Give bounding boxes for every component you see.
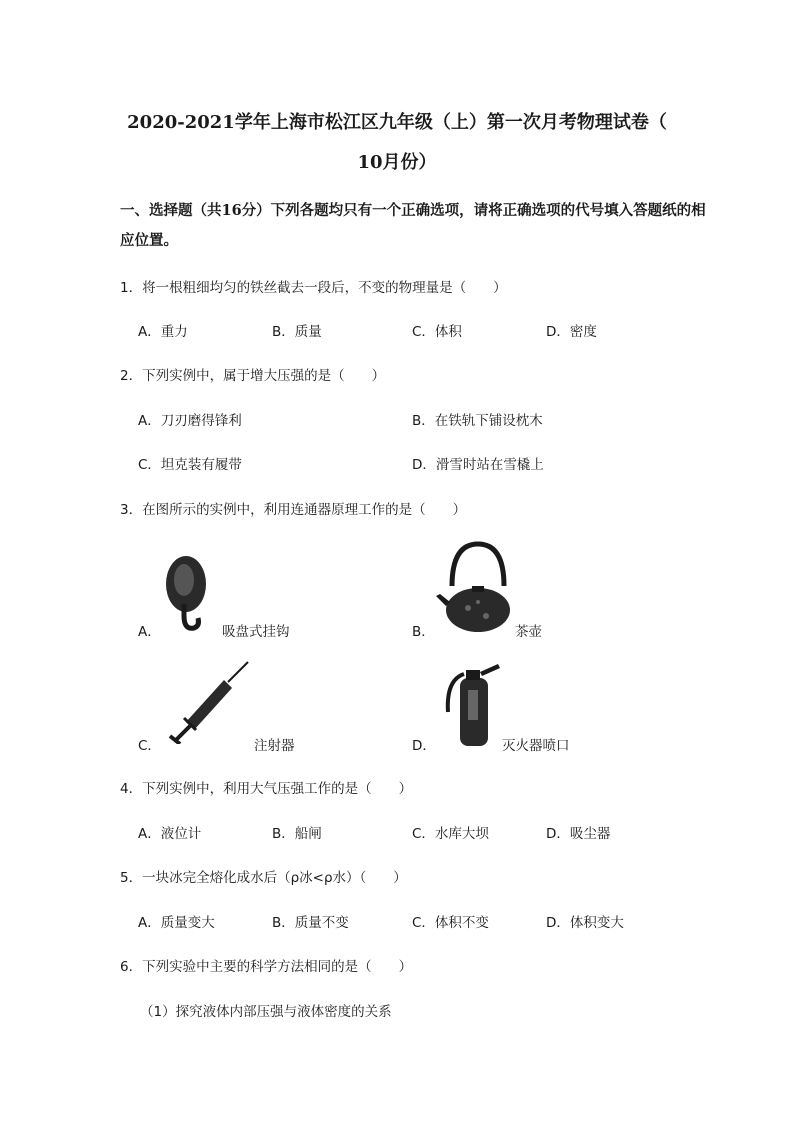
q6-item-1: （1）探究液体内部压强与液体密度的关系 bbox=[140, 1004, 392, 1020]
exam-title-line-2: 10月份） bbox=[357, 152, 437, 173]
q3-option-d-caption: 灭火器喷口 bbox=[502, 738, 570, 754]
question-6-stem: 6．下列实验中主要的科学方法相同的是（ ） bbox=[120, 959, 413, 975]
suction-hook-icon bbox=[160, 550, 212, 634]
q5-option-d: D．体积变大 bbox=[546, 915, 624, 931]
section-heading: 一、选择题（共16分）下列各题均只有一个正确选项，请将正确选项的代号填入答题纸的相应位置。 bbox=[120, 202, 706, 249]
q4-option-b: B．船闸 bbox=[272, 826, 322, 842]
q3-option-b-caption: 茶壶 bbox=[515, 624, 542, 640]
q3-option-a-letter: A． bbox=[138, 624, 161, 640]
q2-option-c: C．坦克装有履带 bbox=[138, 457, 242, 473]
q5-option-a: A．质量变大 bbox=[138, 915, 215, 931]
q5-option-b: B．质量不变 bbox=[272, 915, 349, 931]
question-3-stem: 3．在图所示的实例中，利用连通器原理工作的是（ ） bbox=[120, 502, 467, 518]
q3-option-c-letter: C． bbox=[138, 738, 161, 754]
q1-option-c: C．体积 bbox=[412, 324, 462, 340]
syringe-icon bbox=[166, 660, 252, 744]
q1-option-a: A．重力 bbox=[138, 324, 188, 340]
q2-option-b: B．在铁轨下铺设枕木 bbox=[412, 413, 543, 429]
question-2-stem: 2．下列实例中，属于增大压强的是（ ） bbox=[120, 368, 386, 384]
q3-option-d-letter: D． bbox=[412, 738, 436, 754]
teapot-icon bbox=[434, 538, 516, 636]
question-5-stem: 5．一块冰完全熔化成水后（ρ冰<ρ水）（ ） bbox=[120, 870, 407, 886]
q3-option-c-caption: 注射器 bbox=[254, 738, 295, 754]
q3-option-b-letter: B． bbox=[412, 624, 435, 640]
fire-extinguisher-icon bbox=[438, 660, 504, 748]
q2-option-a: A．刀刃磨得锋利 bbox=[138, 413, 242, 429]
q1-option-b: B．质量 bbox=[272, 324, 322, 340]
q4-option-d: D．吸尘器 bbox=[546, 826, 611, 842]
q2-option-d: D．滑雪时站在雪橇上 bbox=[412, 457, 544, 473]
q3-option-a-caption: 吸盘式挂钩 bbox=[222, 624, 290, 640]
q1-option-d: D．密度 bbox=[546, 324, 597, 340]
q4-option-c: C．水库大坝 bbox=[412, 826, 489, 842]
question-4-stem: 4．下列实例中，利用大气压强工作的是（ ） bbox=[120, 781, 413, 797]
exam-title-line-1: 2020-2021学年上海市松江区九年级（上）第一次月考物理试卷（ bbox=[127, 112, 667, 133]
q4-option-a: A．液位计 bbox=[138, 826, 202, 842]
question-1-stem: 1．将一根粗细均匀的铁丝截去一段后，不变的物理量是（ ） bbox=[120, 280, 507, 296]
q5-option-c: C．体积不变 bbox=[412, 915, 489, 931]
